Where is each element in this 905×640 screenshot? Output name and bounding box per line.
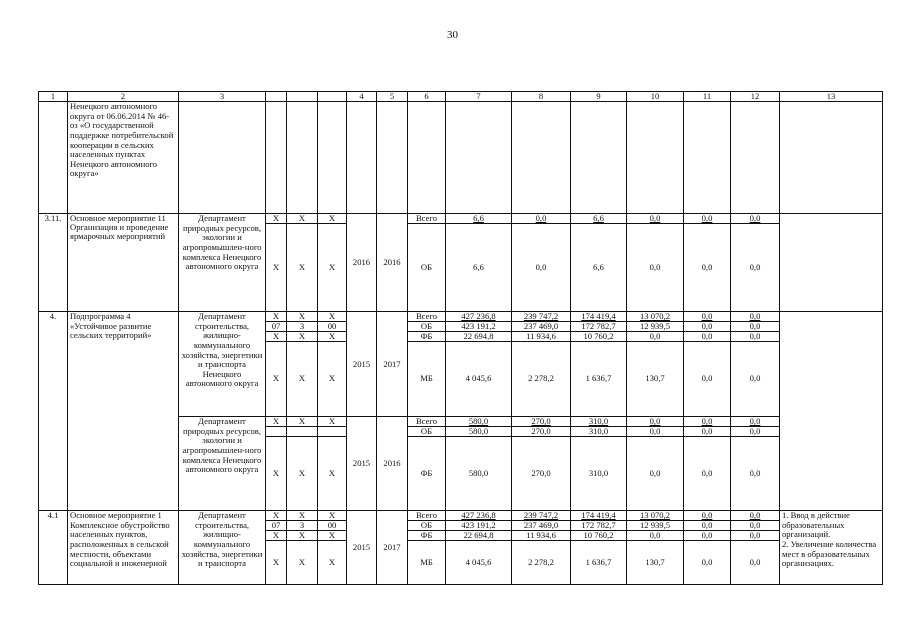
value-cell: 4 045,6 [446,541,512,585]
value-cell: 172 782,7 [571,322,627,332]
code-cell: Х [318,342,347,417]
code-cell: Х [266,541,287,585]
value-cell: 0,0 [684,541,731,585]
header-cell: 9 [571,92,627,102]
code-cell: Х [287,541,318,585]
value-cell: 0,0 [731,511,780,521]
code-cell: 3 [287,322,318,332]
code-cell: Х [287,214,318,224]
value-cell: 22 694,8 [446,332,512,342]
measure-name: Ненецкого автономного округа от 06.06.2014 № 46-оз «О государственной поддержке потребительской кооперации в сельских населенных пунктах Ненецкого автономного округа» [68,102,179,214]
code-cell: Х [287,511,318,521]
value-cell: 0,0 [684,224,731,312]
value-cell: 237 469,0 [512,521,571,531]
end-year: 2016 [377,214,408,312]
value-cell: 4 045,6 [446,342,512,417]
value-cell: 0,0 [684,342,731,417]
value-cell: 427 236,8 [446,511,512,521]
department: Департамент строительства, жилищно-коммунального хозяйства, энергетики и транспорта [179,511,266,585]
funding-source: ОБ [408,224,446,312]
value-cell: 11 934,6 [512,332,571,342]
funding-source: ОБ [408,521,446,531]
value-cell: 6,6 [446,224,512,312]
code-cell: Х [287,437,318,511]
start-year: 2015 [347,511,377,585]
value-cell: 0,0 [731,521,780,531]
header-cell: 5 [377,92,408,102]
funding-source: ФБ [408,531,446,541]
value-cell: 2 278,2 [512,541,571,585]
code-cell [287,427,318,437]
end-year: 2017 [377,511,408,585]
value-cell: 0,0 [684,531,731,541]
value-cell: 0,0 [731,342,780,417]
code-cell: 00 [318,322,347,332]
code-cell: 3 [287,521,318,531]
code-cell: Х [287,342,318,417]
value-cell: 427 236,8 [446,312,512,322]
value-cell: 423 191,2 [446,521,512,531]
funding-source: Всего [408,511,446,521]
code-cell: Х [318,214,347,224]
code-cell: Х [266,531,287,541]
code-cell: Х [287,312,318,322]
value-cell: 12 939,5 [627,521,684,531]
value-cell: 310,0 [571,427,627,437]
value-cell: 0,0 [684,521,731,531]
start-year: 2015 [347,417,377,511]
start-year: 2015 [347,312,377,417]
row-number: 4.1 [39,511,68,585]
code-cell: Х [266,437,287,511]
value-cell: 0,0 [684,427,731,437]
table-row [39,102,883,214]
value-cell: 13 070,2 [627,511,684,521]
value-cell: 0,0 [627,224,684,312]
value-cell: 13 070,2 [627,312,684,322]
header-cell: 1 [39,92,68,102]
value-cell: 0,0 [627,427,684,437]
value-cell: 10 760,2 [571,332,627,342]
funding-source: Всего [408,312,446,322]
code-cell: Х [318,511,347,521]
header-cell: 13 [780,92,883,102]
value-cell: 2 278,2 [512,342,571,417]
code-cell: Х [318,417,347,427]
value-cell: 237 469,0 [512,322,571,332]
end-year: 2016 [377,417,408,511]
row-number: 4. [39,312,68,511]
code-cell: Х [266,511,287,521]
value-cell: 22 694,8 [446,531,512,541]
measure-name: Основное мероприятие 11 Организация и проведение ярмарочных мероприятий [68,214,179,312]
value-cell: 270,0 [512,417,571,427]
code-cell: Х [287,224,318,312]
value-cell: 239 747,2 [512,312,571,322]
page-number: 30 [447,29,458,41]
code-cell: Х [287,332,318,342]
row-number: 3.11. [39,214,68,312]
code-cell: Х [266,332,287,342]
value-cell: 0,0 [731,214,780,224]
header-cell: 2 [68,92,179,102]
value-cell: 0,0 [731,531,780,541]
value-cell: 0,0 [512,224,571,312]
code-cell: Х [318,531,347,541]
code-cell: 07 [266,322,287,332]
value-cell: 239 747,2 [512,511,571,521]
value-cell: 0,0 [627,531,684,541]
code-cell: Х [318,437,347,511]
department: Департамент природных ресурсов, экологии и агропромышлен-ного комплекса Ненецкого автономного округа [179,214,266,312]
value-cell: 0,0 [731,437,780,511]
value-cell: 0,0 [731,417,780,427]
value-cell: 0,0 [684,312,731,322]
start-year: 2016 [347,214,377,312]
value-cell: 0,0 [731,332,780,342]
funding-source: МБ [408,541,446,585]
code-cell: Х [318,312,347,322]
header-cell: 10 [627,92,684,102]
value-cell: 310,0 [571,437,627,511]
header-cell: 6 [408,92,446,102]
funding-source: Всего [408,214,446,224]
value-cell: 0,0 [684,214,731,224]
code-cell: Х [266,342,287,417]
code-cell: Х [318,224,347,312]
value-cell: 0,0 [731,224,780,312]
value-cell: 0,0 [731,427,780,437]
funding-source: Всего [408,417,446,427]
code-cell: 00 [318,521,347,531]
value-cell: 6,6 [571,214,627,224]
value-cell: 580,0 [446,427,512,437]
value-cell: 0,0 [684,437,731,511]
value-cell: 0,0 [684,332,731,342]
value-cell: 0,0 [731,541,780,585]
header-cell: 4 [347,92,377,102]
value-cell: 270,0 [512,427,571,437]
value-cell: 1 636,7 [571,342,627,417]
table-row [39,511,883,521]
department: Департамент природных ресурсов, экологии и агропромышлен-ного комплекса Ненецкого автономного округа [179,417,266,511]
header-cell: 7 [446,92,512,102]
code-cell: Х [318,332,347,342]
header-cell: 8 [512,92,571,102]
funding-source: ФБ [408,332,446,342]
results-cell [780,214,883,312]
header-cell: 11 [684,92,731,102]
header-row [39,92,883,102]
table-row [39,312,883,322]
value-cell: 310,0 [571,417,627,427]
value-cell: 270,0 [512,437,571,511]
end-year: 2017 [377,312,408,417]
value-cell: 423 191,2 [446,322,512,332]
results-cell: 1. Ввод в действие образовательных организаций. 2. Увеличение количества мест в образовательных организациях. [780,511,883,585]
value-cell: 0,0 [684,511,731,521]
value-cell: 0,0 [684,322,731,332]
row-number [39,102,68,214]
table-row [39,214,883,224]
value-cell: 0,0 [512,214,571,224]
header-cell [266,92,287,102]
code-cell: Х [266,312,287,322]
value-cell: 0,0 [731,312,780,322]
code-cell: Х [266,224,287,312]
measure-name: Подпрограмма 4 «Устойчивое развитие сельских территорий» [68,312,179,511]
code-cell: Х [287,531,318,541]
funding-source: МБ [408,342,446,417]
funding-source: ОБ [408,427,446,437]
measure-name: Основное мероприятие 1 Комплексное обустройство населенных пунктов, расположенных в сельской местности, объектами социальной и инженерной [68,511,179,585]
code-cell [318,427,347,437]
header-cell [287,92,318,102]
header-cell: 3 [179,92,266,102]
value-cell: 0,0 [627,214,684,224]
code-cell: Х [287,417,318,427]
header-cell [318,92,347,102]
value-cell: 130,7 [627,342,684,417]
value-cell: 174 419,4 [571,312,627,322]
value-cell: 11 934,6 [512,531,571,541]
funding-source: ОБ [408,322,446,332]
value-cell: 6,6 [571,224,627,312]
value-cell: 0,0 [627,332,684,342]
value-cell: 130,7 [627,541,684,585]
code-cell: Х [266,417,287,427]
funding-source: ФБ [408,437,446,511]
department: Департамент строительства, жилищно-коммунального хозяйства, энергетики и транспорта Ненецкого автономного округа [179,312,266,417]
value-cell: 174 419,4 [571,511,627,521]
results-cell [780,312,883,511]
program-table [38,91,883,585]
code-cell [266,427,287,437]
code-cell: Х [318,541,347,585]
code-cell: 07 [266,521,287,531]
value-cell: 172 782,7 [571,521,627,531]
value-cell: 10 760,2 [571,531,627,541]
value-cell: 0,0 [627,437,684,511]
code-cell: Х [266,214,287,224]
value-cell: 12 939,5 [627,322,684,332]
value-cell: 580,0 [446,417,512,427]
value-cell: 1 636,7 [571,541,627,585]
value-cell: 6,6 [446,214,512,224]
header-cell: 12 [731,92,780,102]
value-cell: 0,0 [684,417,731,427]
value-cell: 0,0 [627,417,684,427]
value-cell: 0,0 [731,322,780,332]
value-cell: 580,0 [446,437,512,511]
